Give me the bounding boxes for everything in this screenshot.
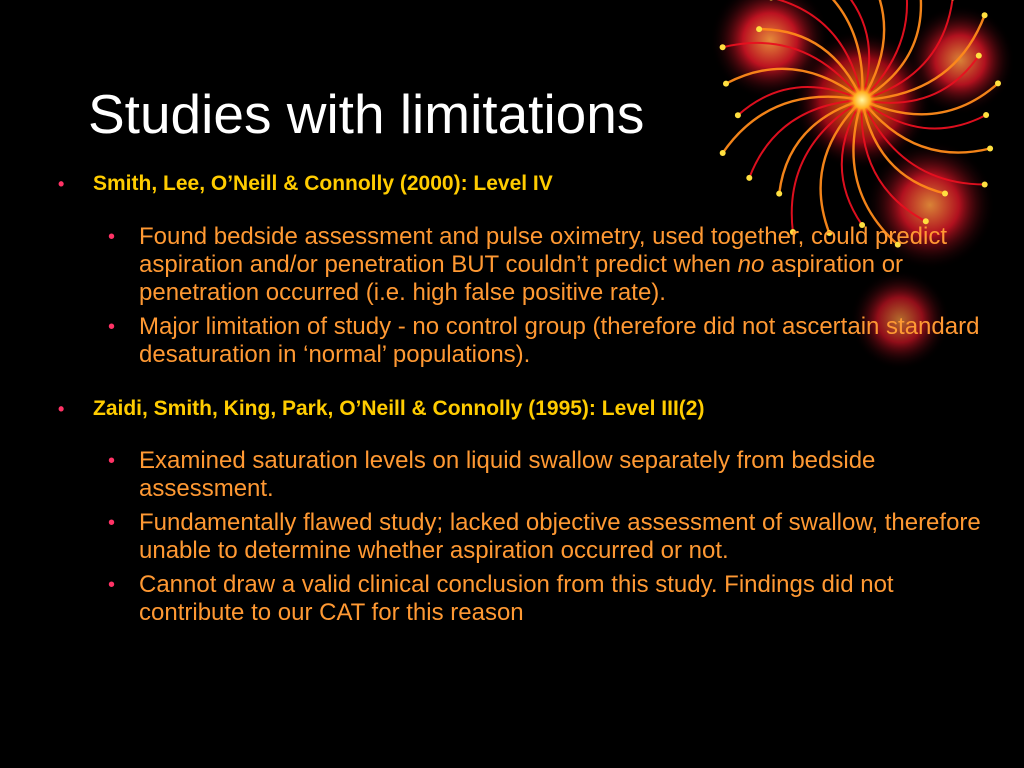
firework-spark: [995, 80, 1001, 86]
list-item-text: Fundamentally flawed study; lacked objective assessment of swallow, therefore unable to determine whether aspiration occurred or not.: [139, 509, 981, 564]
bullet-icon: •: [58, 399, 65, 419]
firework-spark: [756, 26, 762, 32]
bullet-icon: •: [58, 174, 65, 194]
list-item: [108, 313, 998, 369]
bullet-icon: •: [108, 226, 116, 248]
firework-spark: [987, 146, 993, 152]
firework-spark: [720, 150, 726, 156]
list-item: [108, 509, 998, 565]
emphasis-text: no: [737, 251, 765, 278]
section-heading: [58, 170, 998, 198]
list-item-text: Cannot draw a valid clinical conclusion from this study. Findings did not contribute to our CAT for this reason: [139, 571, 894, 626]
firework-spark: [735, 112, 741, 118]
firework-core: [848, 86, 876, 114]
section-heading-text: Zaidi, Smith, King, Park, O’Neill & Connolly (1995): Level III(2): [93, 397, 705, 420]
bullet-icon: •: [108, 574, 116, 596]
bullet-icon: •: [108, 512, 116, 534]
list-item-text-before: Found bedside assessment and pulse oximetry, used together, could predict aspiration and/or penetration BUT couldn’t predict when: [139, 223, 948, 278]
firework-spark: [982, 12, 988, 18]
bullet-icon: •: [108, 450, 116, 472]
section-heading-text: Smith, Lee, O’Neill & Connolly (2000): Level IV: [93, 172, 553, 195]
firework-spark: [723, 81, 729, 87]
slide-content: [58, 170, 998, 627]
list-item: [108, 447, 998, 503]
firework-spark: [976, 53, 982, 59]
list-item: [108, 223, 998, 307]
list-item-text: Examined saturation levels on liquid swallow separately from bedside assessment.: [139, 447, 876, 502]
section-heading: [58, 395, 998, 423]
bullet-icon: •: [108, 316, 116, 338]
firework-spark: [720, 44, 726, 50]
slide-title: Studies with limitations: [88, 83, 645, 145]
list-item: [108, 571, 998, 627]
firework-spark: [983, 112, 989, 118]
list-item-text: Major limitation of study - no control group (therefore did not ascertain standard desaturation in ‘normal’ populations).: [139, 313, 980, 368]
list-item-text-after: aspiration or penetration occurred (i.e. high false positive rate).: [139, 251, 904, 306]
